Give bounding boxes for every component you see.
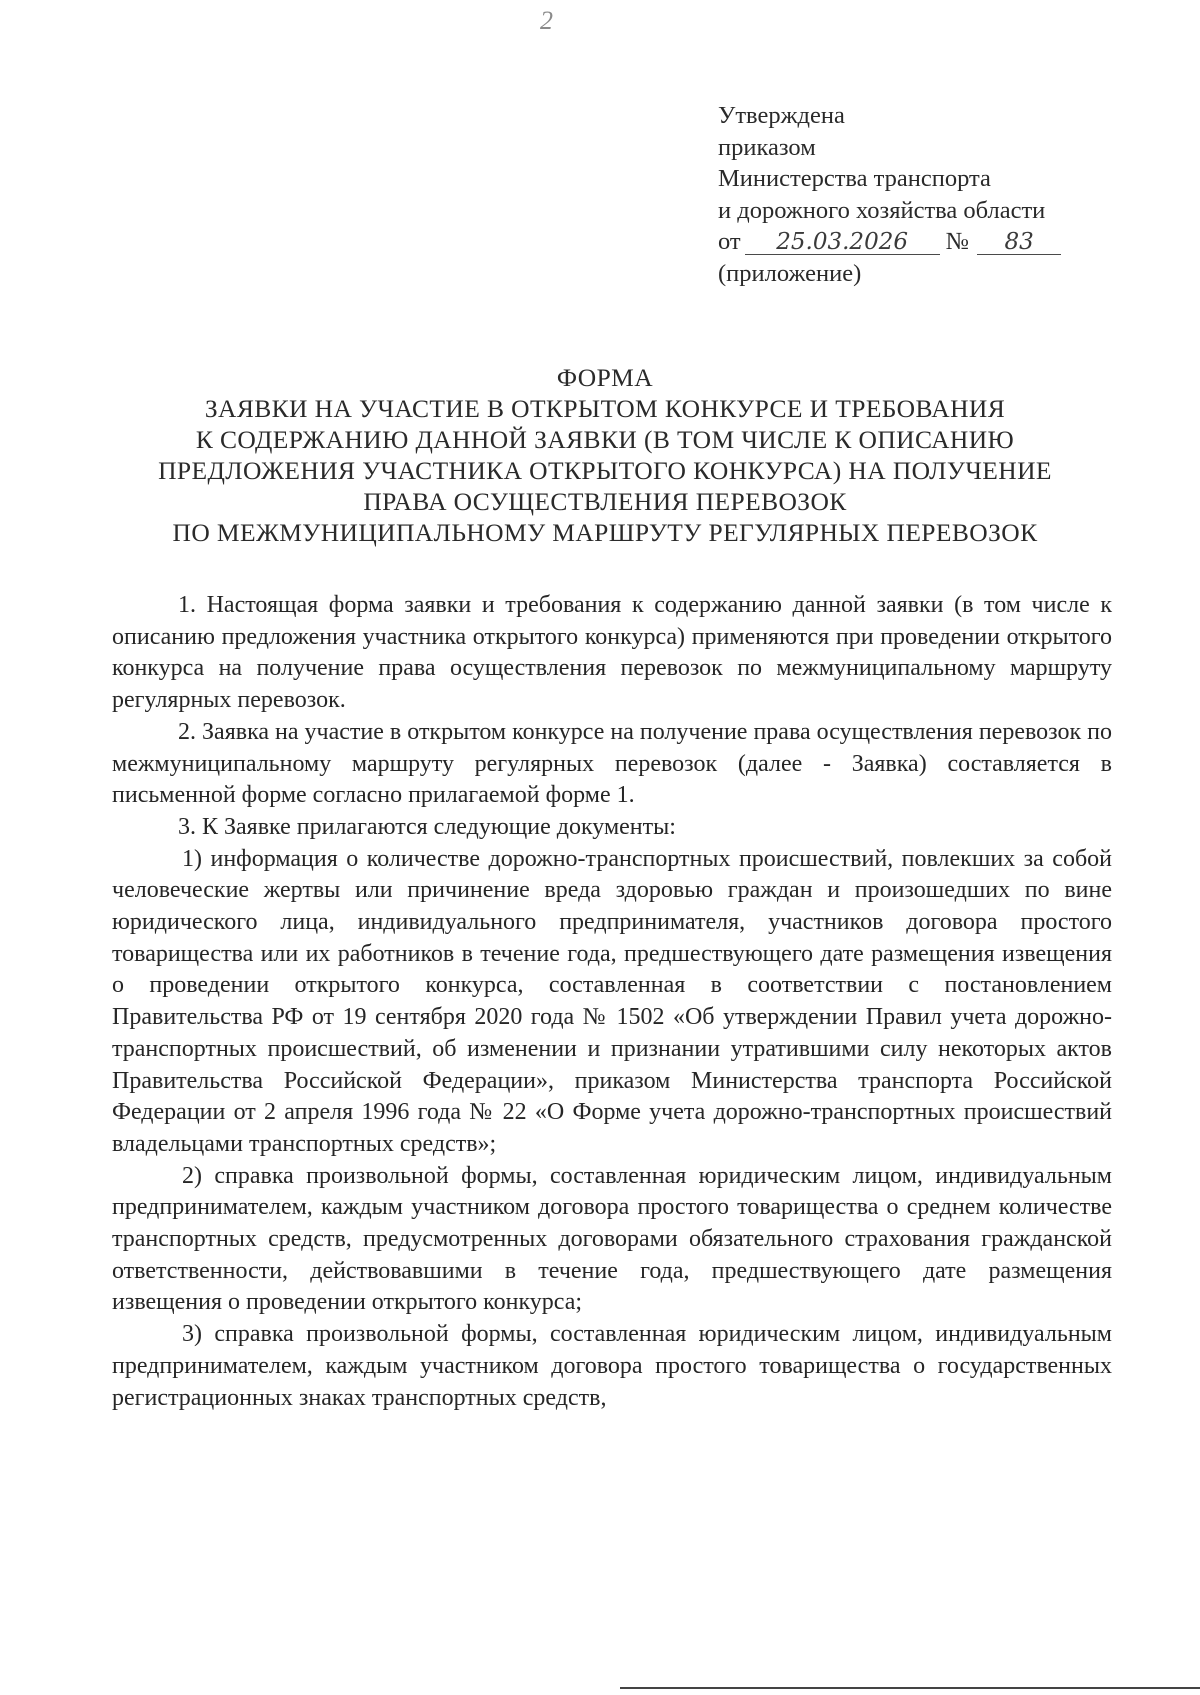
paragraph-2: 2. Заявка на участие в открытом конкурсе на получение права осуществления перевозок по межмуниципальному маршруту регулярных перевозок (далее - Заявка) составляется в письменной форме согласно прилагаемой форме 1.	[112, 718, 1112, 809]
document-title	[90, 362, 1120, 548]
approval-line-appendix: (приложение)	[718, 259, 862, 287]
subparagraph-1: 1) информация о количестве дорожно-транспортных происшествий, повлекших за собой человеческие жертвы или причинение вреда здоровью граждан и произошедших по вине юридического лица, индивидуального предпринимателя, участников договора простого товарищества или их работников в течение года, предшествующего дате размещения извещения о проведении открытого конкурса, составленная в соответствии с постановлением Правительства РФ от 19 сентября 2020 года № 1502 «Об утверждении Правил учета дорожно-транспортных происшествий, об изменении и признании утратившими силу некоторых актов Правительства Российской Федерации», приказом Министерства транспорта Российской Федерации от 2 апреля 1996 года № 22 «О Форме учета дорожно-транспортных происшествий владельцами транспортных средств»;	[112, 845, 1112, 1157]
approval-from-label: от	[718, 228, 741, 255]
paragraph-3: 3. К Заявке прилагаются следующие документы:	[178, 813, 676, 840]
title-line-3: К СОДЕРЖАНИЮ ДАННОЙ ЗАЯВКИ (В ТОМ ЧИСЛЕ К ОПИСАНИЮ	[195, 425, 1015, 454]
paragraph-1: 1. Настоящая форма заявки и требования к содержанию данной заявки (в том числе к описанию предложения участника открытого конкурса) применяются при проведении открытого конкурса на получение права осуществления перевозок по межмуниципальному маршруту регулярных перевозок.	[112, 592, 1112, 714]
approval-line-date-number	[718, 226, 1158, 258]
subparagraph-2: 2) справка произвольной формы, составленная юридическим лицом, индивидуальным предпринимателем, каждым участником договора простого товарищества о среднем количестве транспортных средств, предусмотренных договорами обязательного страхования гражданской ответственности, действовавшими в течение года, предшествующего дате размещения извещения о проведении открытого конкурса;	[112, 1162, 1112, 1316]
approval-date-handwritten: 25.03.2026	[745, 230, 940, 255]
approval-block	[718, 100, 1158, 289]
approval-line-order: приказом	[718, 133, 816, 161]
bottom-edge-line	[620, 1687, 1200, 1689]
approval-line-ministry-cont: и дорожного хозяйства области	[718, 196, 1046, 224]
title-line-5: ПРАВА ОСУЩЕСТВЛЕНИЯ ПЕРЕВОЗОК	[363, 487, 847, 516]
approval-number-handwritten: 83	[977, 230, 1061, 255]
title-line-2: ЗАЯВКИ НА УЧАСТИЕ В ОТКРЫТОМ КОНКУРСЕ И ТРЕБОВАНИЯ	[204, 394, 1006, 423]
page-number: 2	[540, 6, 554, 35]
approval-line-ministry: Министерства транспорта	[718, 165, 991, 192]
title-line-4: ПРЕДЛОЖЕНИЯ УЧАСТНИКА ОТКРЫТОГО КОНКУРСА) НА ПОЛУЧЕНИЕ	[158, 456, 1052, 485]
title-line-1: ФОРМА	[556, 363, 654, 392]
document-body	[112, 590, 1112, 1414]
title-line-6: ПО МЕЖМУНИЦИПАЛЬНОМУ МАРШРУТУ РЕГУЛЯРНЫХ ПЕРЕВОЗОК	[172, 518, 1038, 547]
subparagraph-3: 3) справка произвольной формы, составленная юридическим лицом, индивидуальным предпринимателем, каждым участником договора простого товарищества о государственных регистрационных знаках транспортных средств,	[112, 1321, 1112, 1411]
approval-line-approved: Утверждена	[718, 102, 845, 129]
approval-number-label: №	[945, 228, 970, 255]
